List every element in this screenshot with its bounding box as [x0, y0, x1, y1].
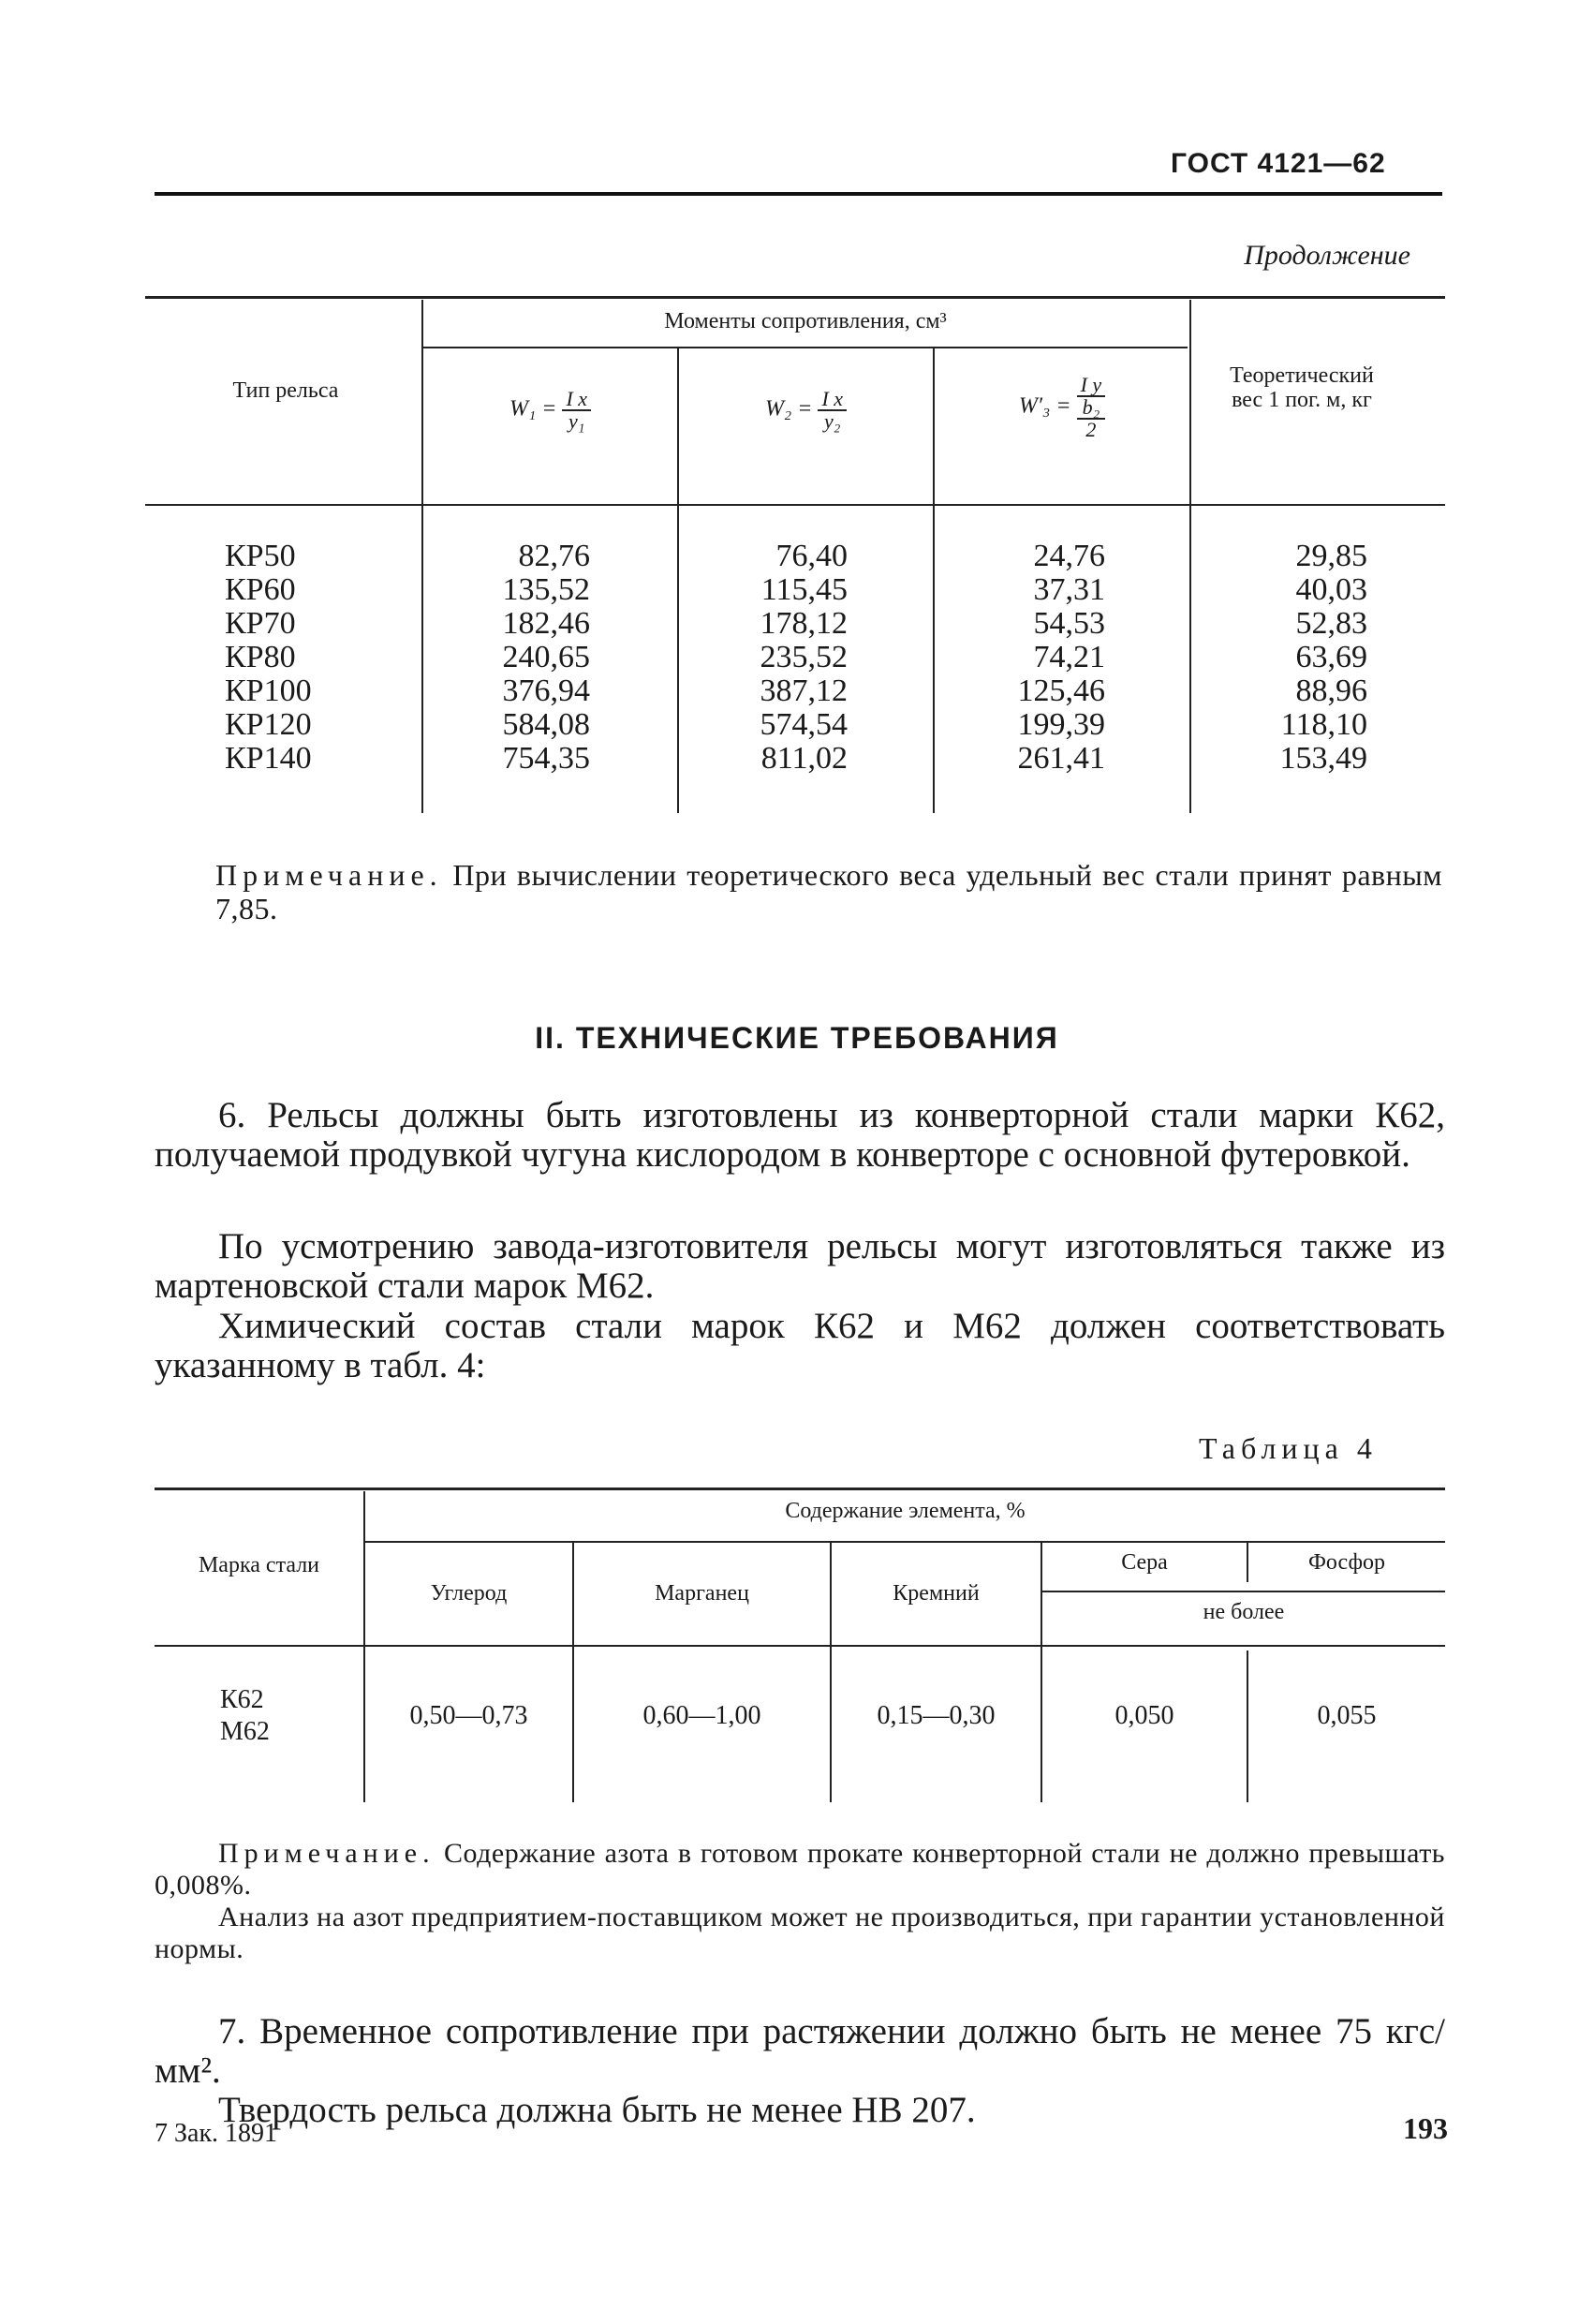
table1-cell-w1: 82,76 [518, 539, 590, 573]
table1-cell-weight: 153,49 [1279, 741, 1367, 776]
note-1-text: При вычислении теоретического веса удельный вес стали принят равным 7,85. [215, 858, 1442, 925]
phosphorus-value: 0,055 [1317, 1701, 1377, 1730]
table1-cell-type: КР140 [225, 741, 312, 776]
table1-cell-w2: 76,40 [775, 539, 848, 573]
manganese-value: 0,60—1,00 [642, 1701, 761, 1730]
table1-cell-w3: 199,39 [1017, 707, 1105, 742]
w3-label: W′₃ = [1018, 393, 1071, 419]
w3-numerator: I y [1077, 375, 1106, 397]
phosphorus-header: Фосфор [1307, 1550, 1386, 1575]
table4-divider [363, 1491, 365, 1802]
note-2 [155, 1838, 1445, 1965]
w3-denominator-top: b₂ [1077, 397, 1106, 420]
note-2-second: Анализ на азот предприятием-поставщиком может не производиться, при гарантии установленной нормы. [155, 1902, 1445, 1964]
page-number: 193 [1403, 2111, 1448, 2145]
carbon-value: 0,50—0,73 [409, 1701, 528, 1730]
table4-header-rule [155, 1645, 1445, 1647]
silicon-value: 0,15—0,30 [877, 1701, 996, 1730]
paragraph-7b-text: Твердость рельса должна быть не менее НВ 207. [218, 2090, 976, 2130]
sulfur-header: Сера [1121, 1550, 1168, 1575]
table1-cell-type: КР60 [225, 572, 296, 607]
table4-top-rule [155, 1488, 1445, 1490]
element-content-header: Содержание элемента, % [785, 1499, 1026, 1523]
table1-cell-w2: 574,54 [760, 707, 848, 742]
table1-cell-w2: 235,52 [760, 640, 848, 674]
moments-group-header: Моменты сопротивления, см³ [664, 309, 947, 333]
note-1-label: Примечание. [215, 858, 443, 892]
table1-cell-type: КР50 [225, 539, 296, 573]
w1-numerator: I x [562, 389, 591, 411]
note-2-label: Примечание. [218, 1838, 435, 1869]
table1-cell-weight: 40,03 [1295, 572, 1367, 607]
table1-cell-w1: 240,65 [502, 640, 590, 674]
w1-label: W₁ = [509, 396, 557, 422]
table1-cell-w1: 376,94 [502, 674, 590, 708]
steel-grades: К62 М62 [220, 1685, 270, 1746]
section-title: II. ТЕХНИЧЕСКИЕ ТРЕБОВАНИЯ [535, 1021, 1059, 1055]
table1-cell-w1: 135,52 [502, 572, 590, 607]
table1-cell-w1: 182,46 [502, 606, 590, 641]
w3-denominator-bottom: 2 [1085, 418, 1097, 441]
table1-cell-w2: 178,12 [760, 606, 848, 641]
paragraph-6-text: 6. Рельсы должны быть изготовлены из конверторной стали марки К62, получаемой продувкой чугуна кислородом в конверторе с основной футеровкой. [155, 1095, 1445, 1175]
table-4-caption: Таблица 4 [1199, 1431, 1378, 1465]
table1-cell-w3: 125,46 [1017, 674, 1105, 708]
table1-cell-type: КР100 [225, 674, 312, 708]
table4-group-rule [365, 1541, 1445, 1543]
paragraph-7 [155, 2012, 1445, 2091]
sulfur-value: 0,050 [1114, 1701, 1174, 1730]
rail-type-header-text: Тип рельса [232, 378, 339, 403]
paragraph-7b [155, 2091, 1445, 2130]
table1-cell-w3: 37,31 [1033, 572, 1105, 607]
table1-cell-w2: 387,12 [760, 674, 848, 708]
table1-cell-w3: 261,41 [1017, 741, 1105, 776]
table1-cell-w1: 584,08 [502, 707, 590, 742]
table1-cell-w1: 754,35 [502, 741, 590, 776]
table1-cell-w3: 54,53 [1033, 606, 1105, 641]
table1-cell-weight: 52,83 [1295, 606, 1367, 641]
w1-denominator: y₁ [568, 409, 585, 433]
table1-cell-type: КР70 [225, 606, 296, 641]
paragraph-7-text: 7. Временное сопротивление при растяжении должно быть не менее 75 кгс/мм². [155, 2011, 1445, 2091]
table1-cell-w2: 811,02 [760, 741, 848, 776]
document-code: ГОСТ 4121—62 [1171, 148, 1386, 179]
note-2-text: Содержание азота в готовом прокате конверторной стали не должно превышать 0,008%. [155, 1838, 1445, 1901]
table4-divider [1041, 1543, 1042, 1802]
table1-cell-type: КР80 [225, 640, 296, 674]
table1-cell-w3: 24,76 [1033, 539, 1105, 573]
table4-limit-rule [1042, 1591, 1445, 1592]
w2-numerator: I x [818, 389, 847, 411]
table1-cell-weight: 29,85 [1295, 539, 1367, 573]
table1-cell-weight: 88,96 [1295, 674, 1367, 708]
table1-cell-weight: 118,10 [1280, 707, 1367, 742]
table1-cell-w2: 115,45 [760, 572, 848, 607]
table1-cell-type: КР120 [225, 707, 312, 742]
paragraph-6b-text: По усмотрению завода-изготовителя рельсы могут изготовляться также из мартеновской стали марок М62. [155, 1226, 1445, 1306]
table1-cell-weight: 63,69 [1295, 640, 1367, 674]
paragraph-6c-text: Химический состав стали марок К62 и М62 должен соответствовать указанному в табл. 4: [155, 1306, 1445, 1385]
table1-cell-w3: 74,21 [1033, 640, 1105, 674]
order-number: 7 Зак. 1891 [155, 2119, 278, 2148]
steel-grade-header: Марка стали [198, 1553, 320, 1577]
w2-denominator: y₂ [824, 409, 841, 433]
carbon-header: Углерод [430, 1581, 508, 1606]
w2-label: W₂ = [764, 396, 813, 422]
silicon-header: Кремний [893, 1581, 980, 1606]
continuation-label: Продолжение [1244, 240, 1410, 271]
max-limit-header: не более [1203, 1600, 1285, 1624]
manganese-header: Марганец [655, 1581, 749, 1606]
weight-header-text: Теоретический вес 1 пог. м, кг [1230, 363, 1374, 412]
note-2-first [155, 1838, 1445, 1902]
